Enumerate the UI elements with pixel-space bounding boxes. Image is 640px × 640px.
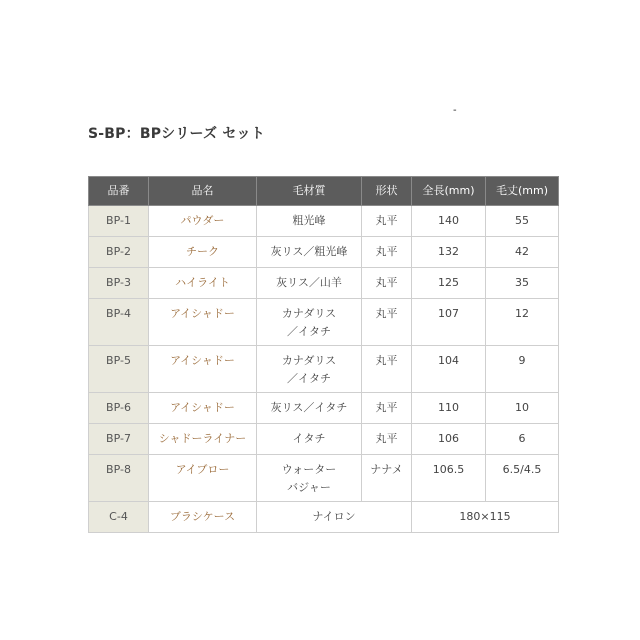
- cell-name: アイシャドー: [149, 346, 257, 393]
- cell-length: 107: [412, 299, 486, 346]
- cell-hair-length: 6: [486, 424, 559, 455]
- material-line-2: ／イタチ: [287, 372, 331, 385]
- material-line-2: ／イタチ: [287, 325, 331, 338]
- cell-name: アイシャドー: [149, 393, 257, 424]
- cell-length: 106: [412, 424, 486, 455]
- cell-code: BP-5: [89, 346, 149, 393]
- cell-code: BP-7: [89, 424, 149, 455]
- cell-material: 灰リス／山羊: [257, 268, 362, 299]
- cell-material: ナイロン: [257, 502, 412, 533]
- table-row: [89, 299, 559, 346]
- table-row: [89, 206, 559, 237]
- cell-name: アイシャドー: [149, 299, 257, 346]
- cell-hair-length: 35: [486, 268, 559, 299]
- table-row: [89, 455, 559, 502]
- table-row: [89, 424, 559, 455]
- cell-length: 106.5: [412, 455, 486, 502]
- material-line-1: カナダリス: [281, 307, 337, 320]
- header-code: 品番: [89, 177, 149, 206]
- cell-code: BP-4: [89, 299, 149, 346]
- cell-hair-length: 55: [486, 206, 559, 237]
- table-row: [89, 393, 559, 424]
- cell-shape: 丸平: [362, 299, 412, 346]
- cell-shape: ナナメ: [362, 455, 412, 502]
- cell-name: パウダー: [149, 206, 257, 237]
- cell-length: 132: [412, 237, 486, 268]
- cell-shape: 丸平: [362, 424, 412, 455]
- cell-code: BP-1: [89, 206, 149, 237]
- cell-name: チーク: [149, 237, 257, 268]
- cell-hair-length: 10: [486, 393, 559, 424]
- cell-material: [257, 346, 362, 393]
- cell-code: BP-3: [89, 268, 149, 299]
- header-shape: 形状: [362, 177, 412, 206]
- cell-hair-length: 42: [486, 237, 559, 268]
- header-hair-length: 毛丈(mm): [486, 177, 559, 206]
- stray-mark: -: [453, 105, 457, 116]
- material-line-1: カナダリス: [281, 354, 337, 367]
- table-row: [89, 346, 559, 393]
- cell-hair-length: 9: [486, 346, 559, 393]
- cell-name: ハイライト: [149, 268, 257, 299]
- table-row: [89, 268, 559, 299]
- header-name: 品名: [149, 177, 257, 206]
- table-row: [89, 237, 559, 268]
- cell-name: ブラシケース: [149, 502, 257, 533]
- cell-shape: 丸平: [362, 237, 412, 268]
- cell-material: [257, 455, 362, 502]
- cell-material: イタチ: [257, 424, 362, 455]
- cell-shape: 丸平: [362, 268, 412, 299]
- cell-material: 粗光峰: [257, 206, 362, 237]
- cell-code: C-4: [89, 502, 149, 533]
- cell-size: 180×115: [412, 502, 559, 533]
- cell-shape: 丸平: [362, 393, 412, 424]
- cell-code: BP-6: [89, 393, 149, 424]
- header-material: 毛材質: [257, 177, 362, 206]
- material-line-2: バジャー: [287, 481, 331, 494]
- cell-hair-length: 6.5/4.5: [486, 455, 559, 502]
- table-header-row: [89, 177, 559, 206]
- material-line-1: ウォーター: [281, 463, 337, 476]
- cell-material: 灰リス／粗光峰: [257, 237, 362, 268]
- cell-name: アイブロー: [149, 455, 257, 502]
- page-title: S-BP：BPシリーズ セット: [88, 126, 265, 142]
- cell-shape: 丸平: [362, 346, 412, 393]
- cell-length: 125: [412, 268, 486, 299]
- cell-length: 104: [412, 346, 486, 393]
- cell-code: BP-8: [89, 455, 149, 502]
- cell-code: BP-2: [89, 237, 149, 268]
- cell-material: 灰リス／イタチ: [257, 393, 362, 424]
- cell-name: シャドーライナー: [149, 424, 257, 455]
- cell-shape: 丸平: [362, 206, 412, 237]
- cell-hair-length: 12: [486, 299, 559, 346]
- header-length: 全長(mm): [412, 177, 486, 206]
- table-row: [89, 502, 559, 533]
- cell-material: [257, 299, 362, 346]
- cell-length: 110: [412, 393, 486, 424]
- product-spec-table: [88, 176, 559, 533]
- cell-length: 140: [412, 206, 486, 237]
